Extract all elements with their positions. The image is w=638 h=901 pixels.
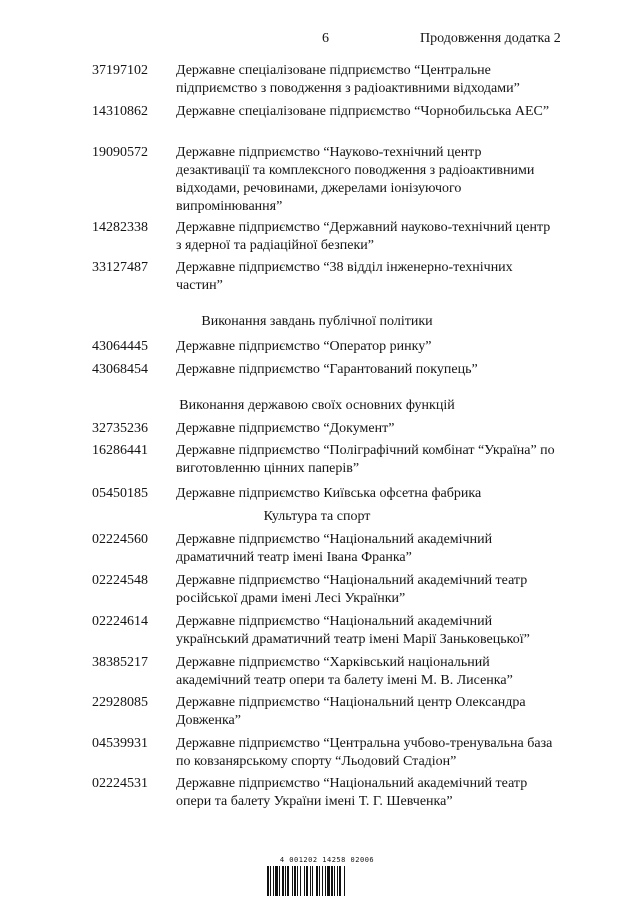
entry (92, 442, 592, 478)
entry-name: Державне підприємство “Науково-технічний центр дезактивації та комплексного поводження з радіоактивними відходами, речовинами, джерелами іонізуючого випромінювання” (176, 145, 535, 214)
section-title: Виконання державою своїх основних функцій (179, 398, 455, 413)
entry (92, 361, 592, 379)
entry-code: 38385217 (92, 655, 148, 670)
entry-name: Державне підприємство “Харківський національний академічний театр опери та балету імені М. В. Лисенка” (176, 655, 513, 688)
entry-name: Державне підприємство “Поліграфічний комбінат “Україна” по виготовленню цінних паперів” (176, 443, 555, 476)
entry-code: 14282338 (92, 220, 148, 235)
section-title: Культура та спорт (263, 509, 371, 524)
entry (92, 62, 592, 98)
entry-name: Державне підприємство “Національний академічний драматичний театр імені Івана Франка” (176, 532, 493, 565)
entry (92, 485, 592, 503)
section-title: Виконання завдань публічної політики (201, 314, 433, 329)
entry-name: Державне підприємство “Гарантований покупець” (176, 362, 478, 377)
entry-name: Державне підприємство “Державний науково-технічний центр з ядерної та радіаційної безпеки” (176, 220, 551, 253)
entry-name: Державне підприємство “Національний академічний театр опери та балету України імені Т. Г. Шевченка” (176, 776, 528, 809)
barcode-icon (262, 866, 392, 896)
entry (92, 572, 592, 608)
barcode-number: 4 001202 14258 02006 (279, 856, 375, 864)
entry (92, 103, 592, 121)
entry-name: Державне підприємство Київська офсетна фабрика (176, 486, 482, 501)
entry (92, 613, 592, 649)
entry-code: 33127487 (92, 260, 148, 275)
entry-name: Державне підприємство “Центральна учбово-тренувальна база по ковзанярському спорту “Льодовий Стадіон” (176, 736, 553, 769)
entry (92, 735, 592, 771)
entry-code: 22928085 (92, 695, 148, 710)
entry-code: 05450185 (92, 486, 148, 501)
entry (92, 144, 592, 216)
entry-code: 43064445 (92, 339, 148, 354)
entry-code: 04539931 (92, 736, 148, 751)
entry-name: Державне підприємство “Документ” (176, 421, 395, 436)
entry-name: Державне підприємство “Оператор ринку” (176, 339, 432, 354)
entry-code: 19090572 (92, 145, 148, 160)
entry-name: Державне спеціалізоване підприємство “Центральне підприємство з поводження з радіоактивними відходами” (176, 63, 520, 96)
continuation-note: Продовження додатка 2 (420, 31, 561, 46)
entry (92, 654, 592, 690)
entry-code: 02224560 (92, 532, 148, 547)
entry (92, 694, 592, 730)
entry (92, 775, 592, 811)
entry (92, 219, 592, 255)
entry-code: 02224548 (92, 573, 148, 588)
page-number: 6 (322, 31, 329, 46)
entry-code: 16286441 (92, 443, 148, 458)
entry (92, 531, 592, 567)
entry-code: 02224531 (92, 776, 148, 791)
entry (92, 259, 592, 295)
entry-name: Державне підприємство “Національний академічний український драматичний театр імені Марії Заньковецької” (176, 614, 530, 647)
entry (92, 420, 592, 438)
barcode-block (262, 856, 392, 896)
entry-code: 37197102 (92, 63, 148, 78)
entry-code: 02224614 (92, 614, 148, 629)
entry-code: 32735236 (92, 421, 148, 436)
entry (92, 338, 592, 356)
entry-name: Державне підприємство “Національний центр Олександра Довженка” (176, 695, 526, 728)
entry-code: 43068454 (92, 362, 148, 377)
entry-name: Державне підприємство “38 відділ інженерно-технічних частин” (176, 260, 513, 293)
entry-name: Державне спеціалізоване підприємство “Чорнобильська АЕС” (176, 104, 550, 119)
entry-code: 14310862 (92, 104, 148, 119)
entry-name: Державне підприємство “Національний академічний театр російської драми імені Лесі Українки” (176, 573, 528, 606)
